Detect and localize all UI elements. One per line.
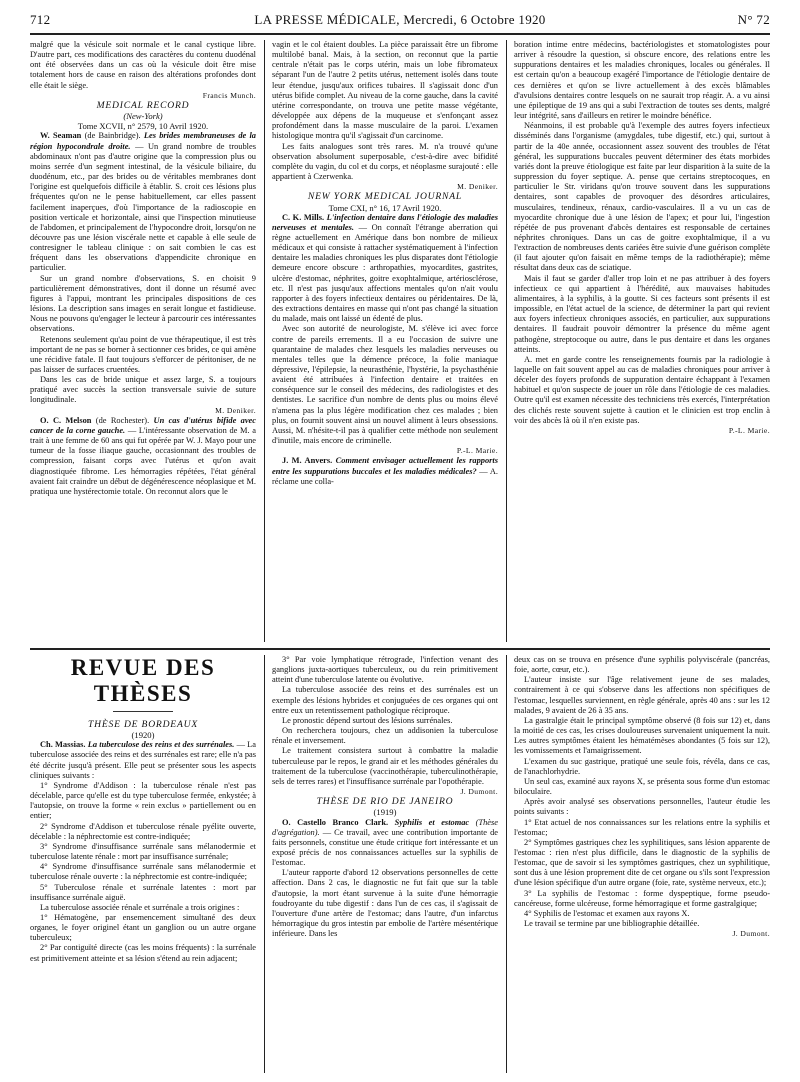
abstract-text: — La tuberculose associée des reins et des surrénales est rare; elle n'a pas été décrite jusqu'à présent. Elle peut se présenter sous les aspects cliniques suivants : (30, 740, 256, 780)
list-item: 2° Symptômes gastriques chez les syphilitiques, sans lésion apparente de l'estomac : rien n'est plus difficile, dans le diagnostic de la syphilis de l'estomac, que de savoir si les symptômes gastriques, chez un syphilitique, sont dus à une lésion proprement dite de cet organe ou s'ils sont l'expression d'une lésion spécifique d'un autre organe (foie, rate, système nerveux, etc.); (514, 837, 770, 888)
journal-volume: Tome XCVII, n° 2579, 10 Avril 1920. (77, 121, 209, 132)
abstract-text: — L'intéressante observation de M. a trait à une femme de 60 ans qui fut opérée par W. J. Mayo pour une tumeur de la fosse iliaque gauche, occasionnant des troubles de compression, faisant corps avec l'utérus et qu'on avait diagnostiquée fibrome. Les hémorragies répétées, l'état général avaient fait craindre un début de dégénérescence néoplasique et M. pratiqua une hystérectomie totale. On reconnut alors que le (30, 425, 256, 496)
paragraph: Sur un grand nombre d'observations, S. en choisit 9 particulièrement démonstratives, dont il donne un résumé avec figures à l'appui, montrant les principales dispositions de ces lésions. La description sans images en serait longue et fastidieuse. Nous ne pouvons qu'engager le lecteur à parcourir ces intéressantes observations. (30, 273, 256, 334)
abstract-text: — Un grand nombre de troubles abdominaux n'ont pas d'autre origine que la compression plus ou moins serrée d'un segment intestinal, de la vésicule biliaire, du duodénum, etc., par des brides ou de véritables membranes dont l'origine est quelquefois difficile à établir. S. croit ces lésions plus fréquentes qu'on ne le pense habituellement, car elles passent facilement inaperçues, d'où l'importance de la radioscopie en position verticale et horizontale, ainsi que l'inspection minutieuse de l'abdomen, et principalement de l'hypocondre droit, lorsqu'on ne découvre pas une lésion viscérale nette et capable à elle seule de contresigner le tableau clinique : on sait combien le cas est fréquent dans les observations d'appendicite chronique en particulier. (30, 141, 256, 273)
paragraph: Néanmoins, il est probable qu'à l'exemple des autres foyers infectieux disséminés dans l'organisme (amygdales, tube digestif, etc.) qui, surtout à partir de la 40e année, occasionnent assez souvent des troubles de l'état général, les suppurations buccales peuvent déterminer des états morbides variés dont la preuve étiologique est faite par leur disparition à la suite de la suppression du foyer septique. A. pense que certains streptocoques, en particulier le Str. viridans qu'on trouve souvent dans les suppurations dentaires, sont capables de provoquer des désordres articulaires, musculaires, tendineux, rénaux, cardio-vasculaires. Il a vu un cas de myocardite chronique due à une lésion de l'apex; et pour lui, l'ingestion répétée de pus provenant d'abcès dentaires est responsable de certaines néphrites chroniques. Dans un cas de goitre exophtalmique, il a vu l'extraction de nombreuses dents cariées être suivie d'une guérison complète (il faut ajouter qu'on faisait en même temps de la radiothérapie); même résultat dans deux cas de sciatique. (514, 121, 770, 273)
page-number: 712 (30, 12, 51, 27)
paragraph: Dans les cas de bride unique et assez large, S. a toujours pratiqué avec succès la section transversale suivie de suture longitudinale. (30, 375, 256, 405)
abstract-paragraph (30, 131, 256, 273)
column-divider (264, 40, 265, 642)
article-title: L'infection dentaire dans l'étiologie des maladies nerveuses et mentales. (272, 212, 498, 232)
author-name: W. Seaman (40, 131, 82, 141)
abstract-paragraph (272, 213, 498, 325)
thesis-year: (1919) (373, 807, 397, 818)
section-heading: REVUE DES THÈSES (70, 655, 216, 706)
issue-number: N° 72 (737, 12, 770, 27)
paragraph: Le pronostic dépend surtout des lésions surrénales. (282, 715, 453, 725)
section-rule (30, 648, 770, 650)
paragraph: L'auteur rapporte d'abord 12 observations personnelles de cette affection. Dans 2 cas, le diagnostic ne fut fait que sur la table d'autopsie, la mort étant survenue à la suite d'une hémorragie foudroyante du tube digestif : dans l'un de ces cas, il s'agissait de l'ouverture d'une artère de l'estomac; dans l'autre, d'un infarctus hémorragique du gros intestin par embolie de l'artère mésentérique inférieure. Dans les (272, 868, 498, 939)
author-signature: M. Deniker. (457, 182, 498, 192)
author-signature: J. Dumont. (460, 787, 498, 797)
bottom-column-3 (514, 655, 770, 1075)
author-affiliation: (de Bainbridge). (81, 131, 144, 141)
list-item: 1° Hématogène, par ensemencement simultané des deux organes, le foyer originel étant un ganglion ou un autre organe tuberculeux; (30, 912, 256, 943)
top-column-1 (30, 40, 256, 646)
list-item: 3° La syphilis de l'estomac : forme dyspeptique, forme pseudo-cancéreuse, forme ulcéreuse, forme hémorragique et forme gastralgique; (514, 888, 770, 908)
journal-heading: MEDICAL RECORD (96, 99, 190, 111)
author-signature: P.-L. Marie. (728, 425, 770, 435)
paragraph: Retenons seulement qu'au point de vue thérapeutique, il est très important de ne pas se borner à sectionner ces brides, ce qui amène une récidive fatale. Il faut toujours s'efforcer de péritoniser, de ne pas laisser de surfaces cruentées. (30, 334, 256, 374)
paragraph: vagin et le col étaient doubles. La pièce paraissait être un fibrome multilobé banal. Mais, à la section, on reconnut que la partie centrale n'était pas le corps utérin, mais un lobe fibromateux séparant l'un de l'autre 2 petits utérus, nettement isolés dans toute leur étendue, jusqu'aux orifices tubaires. Il s'agissait donc d'un utérus bifide complet. Au niveau de la corne gauche, dans la cavité utérine correspondante, on trouva une petite masse végétante, développée aux dépens de la muqueuse et s'enfonçant assez profondément dans la masse musculaire de la paroi. L'examen histologique montra qu'il s'agissait d'un carcinome. (272, 40, 498, 141)
thesis-year: (1920) (131, 730, 155, 741)
author-signature: M. Deniker. (215, 405, 256, 415)
author-name: C. K. Mills. (282, 212, 325, 222)
author-name: O. C. Melson (40, 415, 92, 425)
list-item: 4° Syphilis de l'estomac et examen aux rayons X. (524, 908, 690, 918)
abstract-text: — A. réclame une colla- (272, 466, 498, 486)
column-divider (264, 655, 265, 1073)
top-column-3 (514, 40, 770, 646)
author-name: Ch. Massias. (40, 740, 86, 750)
paragraph: Les faits analogues sont très rares. M. n'a trouvé qu'une observation absolument superposable, c'est-à-dire avec bifidité complète du vagin, du col et du corps, et néoplasme surajouté : elle appartient à Czerwenka. (272, 141, 498, 182)
paragraph: Le travail se termine par une bibliographie détaillée. (524, 919, 700, 929)
paragraph: La tuberculose associée des reins et des surrénales est un exemple des lésions hybrides et conjuguées de ces organes qui ont entre eux un retentissement pathologique réciproque. (272, 685, 498, 715)
heading-divider (113, 711, 173, 712)
article-title: Un cas d'utérus bifide avec cancer de la corne gauche. (30, 415, 256, 435)
article-title: Les brides membraneuses de la région hypocondrale droite. (30, 131, 256, 151)
header-rule (30, 33, 770, 35)
journal-heading: NEW YORK MEDICAL JOURNAL (307, 191, 463, 203)
author-signature: P.-L. Marie. (456, 446, 498, 456)
top-column-2 (272, 40, 498, 646)
author-name: J. M. Anvers. (282, 456, 333, 466)
paragraph: A. met en garde contre les renseignements fournis par la radiologie à laquelle on fait souvent appel au cas de maladies chroniques pour arriver à déceler des foyers profonds de suppuration dentaire échappant à l'examen habituel et qu'on suspecte de jouer un rôle dans l'étiologie de ces maladies. Outre qu'il est examen nécessite des techniciens très exercés, l'interprétation des clichés reste souvent sujette à caution et le clinicien est trop enclin à voir des abcès là où il n'en existe pas. (514, 354, 770, 425)
paragraph: Mais il faut se garder d'aller trop loin et ne pas attribuer à des foyers infectieux ce qui appartient à l'hérédité, aux mauvaises habitudes alimentaires, à la syphilis, à la goutte. Si ces facteurs sont présents il est impossible, en l'état actuel de la science, de déterminer la part qui revient aux foyers infectieux chroniques associés, en particulier, aux suppurations dentaires. Il faudrait pouvoir démontrer la présence du même agent pathogène, streptocoque ou autre, dans le pus dentaire et dans les organes atteints. (514, 273, 770, 354)
paragraph: L'auteur insiste sur l'âge relativement jeune de ses malades, contrairement à ce qui s'observe dans les affections non spécifiques de l'estomac, lesquelles surviennent, en règle générale, après 40 ans : sur les 12 malades, 9 avaient de 26 à 35 ans. (514, 675, 770, 715)
author-name: O. Castello Branco Clark. (282, 817, 389, 827)
bottom-column-1 (30, 655, 256, 1075)
thesis-heading: THÈSE DE RIO DE JANEIRO (316, 796, 454, 808)
journal-city: (New-York) (123, 111, 163, 122)
list-item: 3° Syndrome d'insuffisance surrénale sans mélanodermie et tuberculose latente rénale : mort par insuffisance surrénale; (30, 841, 256, 862)
paragraph: 3° Par voie lymphatique rétrograde, l'infection venant des ganglions juxta-aortiques tuberculeux, ou du rein primitivement atteint d'une tuberculose latente ou évolutive. (272, 655, 498, 685)
list-item: 1° Syndrome d'Addison : la tuberculose rénale n'est pas décelable, parce qu'elle est du type tuberculose fermée, enkystée; à l'autopsie, on trouve la forme « rein exclus » partiellement ou en entier; (30, 780, 256, 821)
paragraph: boration intime entre médecins, bactériologistes et stomatologistes pour arriver à résoudre la question, si obscure encore, des relations entre les suppurations dentaires et les maladies chroniques, locales ou générales. Il est certain qu'on a beaucoup exagéré l'importance de l'étiologie dentaire de ces dernières et qu'on se livre actuellement à des excès blâmables d'avulsions dentaires contre lesquels on ne saurait trop réagir. A. a vu ainsi une épileptique de 19 ans qui a subi l'extraction de toutes ses dents, malgré leur intégrité, sans d'ailleurs en retirer le moindre bénéfice. (514, 40, 770, 121)
journal-volume: Tome CXI, n° 16, 17 Avril 1920. (328, 202, 442, 213)
abstract-paragraph (272, 456, 498, 486)
abstract-paragraph (30, 740, 256, 781)
author-affiliation: (de Rochester). (91, 415, 154, 425)
paragraph: La tuberculose associée rénale et surrénale a trois origines : (40, 902, 240, 912)
paragraph: malgré que la vésicule soit normale et le canal cystique libre. D'autre part, ces modifications des caractères du contenu duodénal ont été observées dans un cas où la vésicule doit être mise totalement hors de cause en raison des altérations profondes dont elle était le siège. (30, 40, 256, 90)
list-item: 2° Syndrome d'Addison et tuberculose rénale pyélite ouverte, décelable : la néphrectomie est contre-indiquée; (30, 821, 256, 841)
column-divider (506, 655, 507, 1073)
paragraph: L'examen du suc gastrique, pratiqué une seule fois, révéla, dans ce cas, de l'anachlorhydrie. (514, 756, 770, 776)
thesis-heading: THÈSE DE BORDEAUX (87, 719, 199, 730)
list-item: 2° Par contiguïté directe (cas les moins fréquents) : la surrénale est primitivement atteinte et sa lésion s'étend au rein adjacent; (30, 943, 256, 963)
column-divider (506, 40, 507, 642)
author-signature: Francis Munch. (202, 90, 256, 100)
paragraph: La gastralgie était le principal symptôme observé (8 fois sur 12) et, dans la moitié de ces cas, les crises douloureuses survenaient uniquement la nuit. Les autres symptômes étaient les hématémèses abondantes (5 fois sur 12), les vomissements et l'amaigrissement. (514, 715, 770, 756)
thesis-title: La tuberculose des reins et des surrénales. (85, 740, 235, 750)
page-header (30, 12, 770, 34)
journal-title: LA PRESSE MÉDICALE, Mercredi, 6 Octobre 1920 (254, 12, 546, 27)
article-title: Comment envisager actuellement les rapports entre les suppurations buccales et les maladies médicales? (272, 456, 498, 476)
list-item: 5° Tuberculose rénale et surrénale latentes : mort par insuffisance surrénale aiguë. (30, 882, 256, 902)
paragraph: Le traitement consistera surtout à combattre la maladie tuberculeuse par le repos, le grand air et les méthodes générales du traitement de la tuberculose (vaccinothérapie, tuberculinothérapie, sels de terres rares) et l'insuffisance surrénale par l'opothérapie. (272, 746, 498, 786)
paragraph: Après avoir analysé ses observations personnelles, l'auteur étudie les points suivants : (514, 797, 770, 817)
paragraph: Avec son autorité de neurologiste, M. s'élève ici avec force contre de pareils errements. Il a eu l'occasion de suivre une quarantaine de malades chez lesquels les maladies nerveuses ou mentales telles que la démence précoce, la folie maniaque dépressive, l'épilepsie, la neurasthénie, l'hystérie, la psychasthénie avaient été attribuées à l'infection dentaire et traitées en conséquence sur le conseil des médecins, des radiologistes et des dentistes. Le sacrifice d'un nombre de dents plus ou moins élevé n'amena pas la plus légère modification chez ces malades ; bien plus, on fournit souvent ainsi un nouvel aliment à leurs obsessions. Aussi, M. n'hésite-t-il pas à qualifier cette méthode non seulement d'inutile, mais encore de criminelle. (272, 324, 498, 446)
abstract-text: — Ce travail, avec une contribution importante de faits personnels, constitue une étude critique fort intéressante et un exposé précis de nos connaissances actuelles sur la syphilis de l'estomac. (272, 827, 498, 868)
bottom-column-2 (272, 655, 498, 1075)
abstract-paragraph (30, 416, 256, 497)
abstract-text: — On connaît l'étrange aberration qui règne actuellement en Amérique dans bon nombre de milieux médicaux et qui consiste à rattacher systématiquement à l'infection dentaire les maladies chroniques les plus disparates dont l'étiologie demeure encore obscure : arthropathies, myocardites, gastrites, ulcère d'estomac, néphrites, goitre exophtalmique, artériosclérose, etc. Il n'est pas jusqu'aux affections mentales qu'on n'ait voulu rapporter à des foyers infectieux dentaires ou péridentaires. De là, des extractions dentaires en masse qui n'ont pas changé la situation du malade, mais ont laissé un édenté de plus. (272, 222, 498, 324)
list-item: 1° Etat actuel de nos connaissances sur les relations entre la syphilis et l'estomac; (514, 817, 770, 837)
paragraph: On recherchera toujours, chez un addisonien la tuberculose rénale et inversement. (272, 726, 498, 746)
paragraph: Un seul cas, examiné aux rayons X, se présenta sous forme d'un estomac biloculaire. (514, 776, 770, 797)
thesis-subtitle: (Thèse d'agrégation). (272, 817, 498, 837)
paragraph: deux cas on se trouva en présence d'une syphilis polyviscérale (pancréas, foie, aorte, cœur, etc.). (514, 655, 770, 675)
author-signature: J. Dumont. (732, 929, 770, 939)
list-item: 4° Syndrome d'insuffisance surrénale sans mélanodermie et tuberculose rénale ouverte : la néphrectomie est contre-indiquée; (30, 862, 256, 882)
abstract-paragraph (272, 818, 498, 869)
thesis-title: Syphilis et estomac (388, 817, 470, 827)
